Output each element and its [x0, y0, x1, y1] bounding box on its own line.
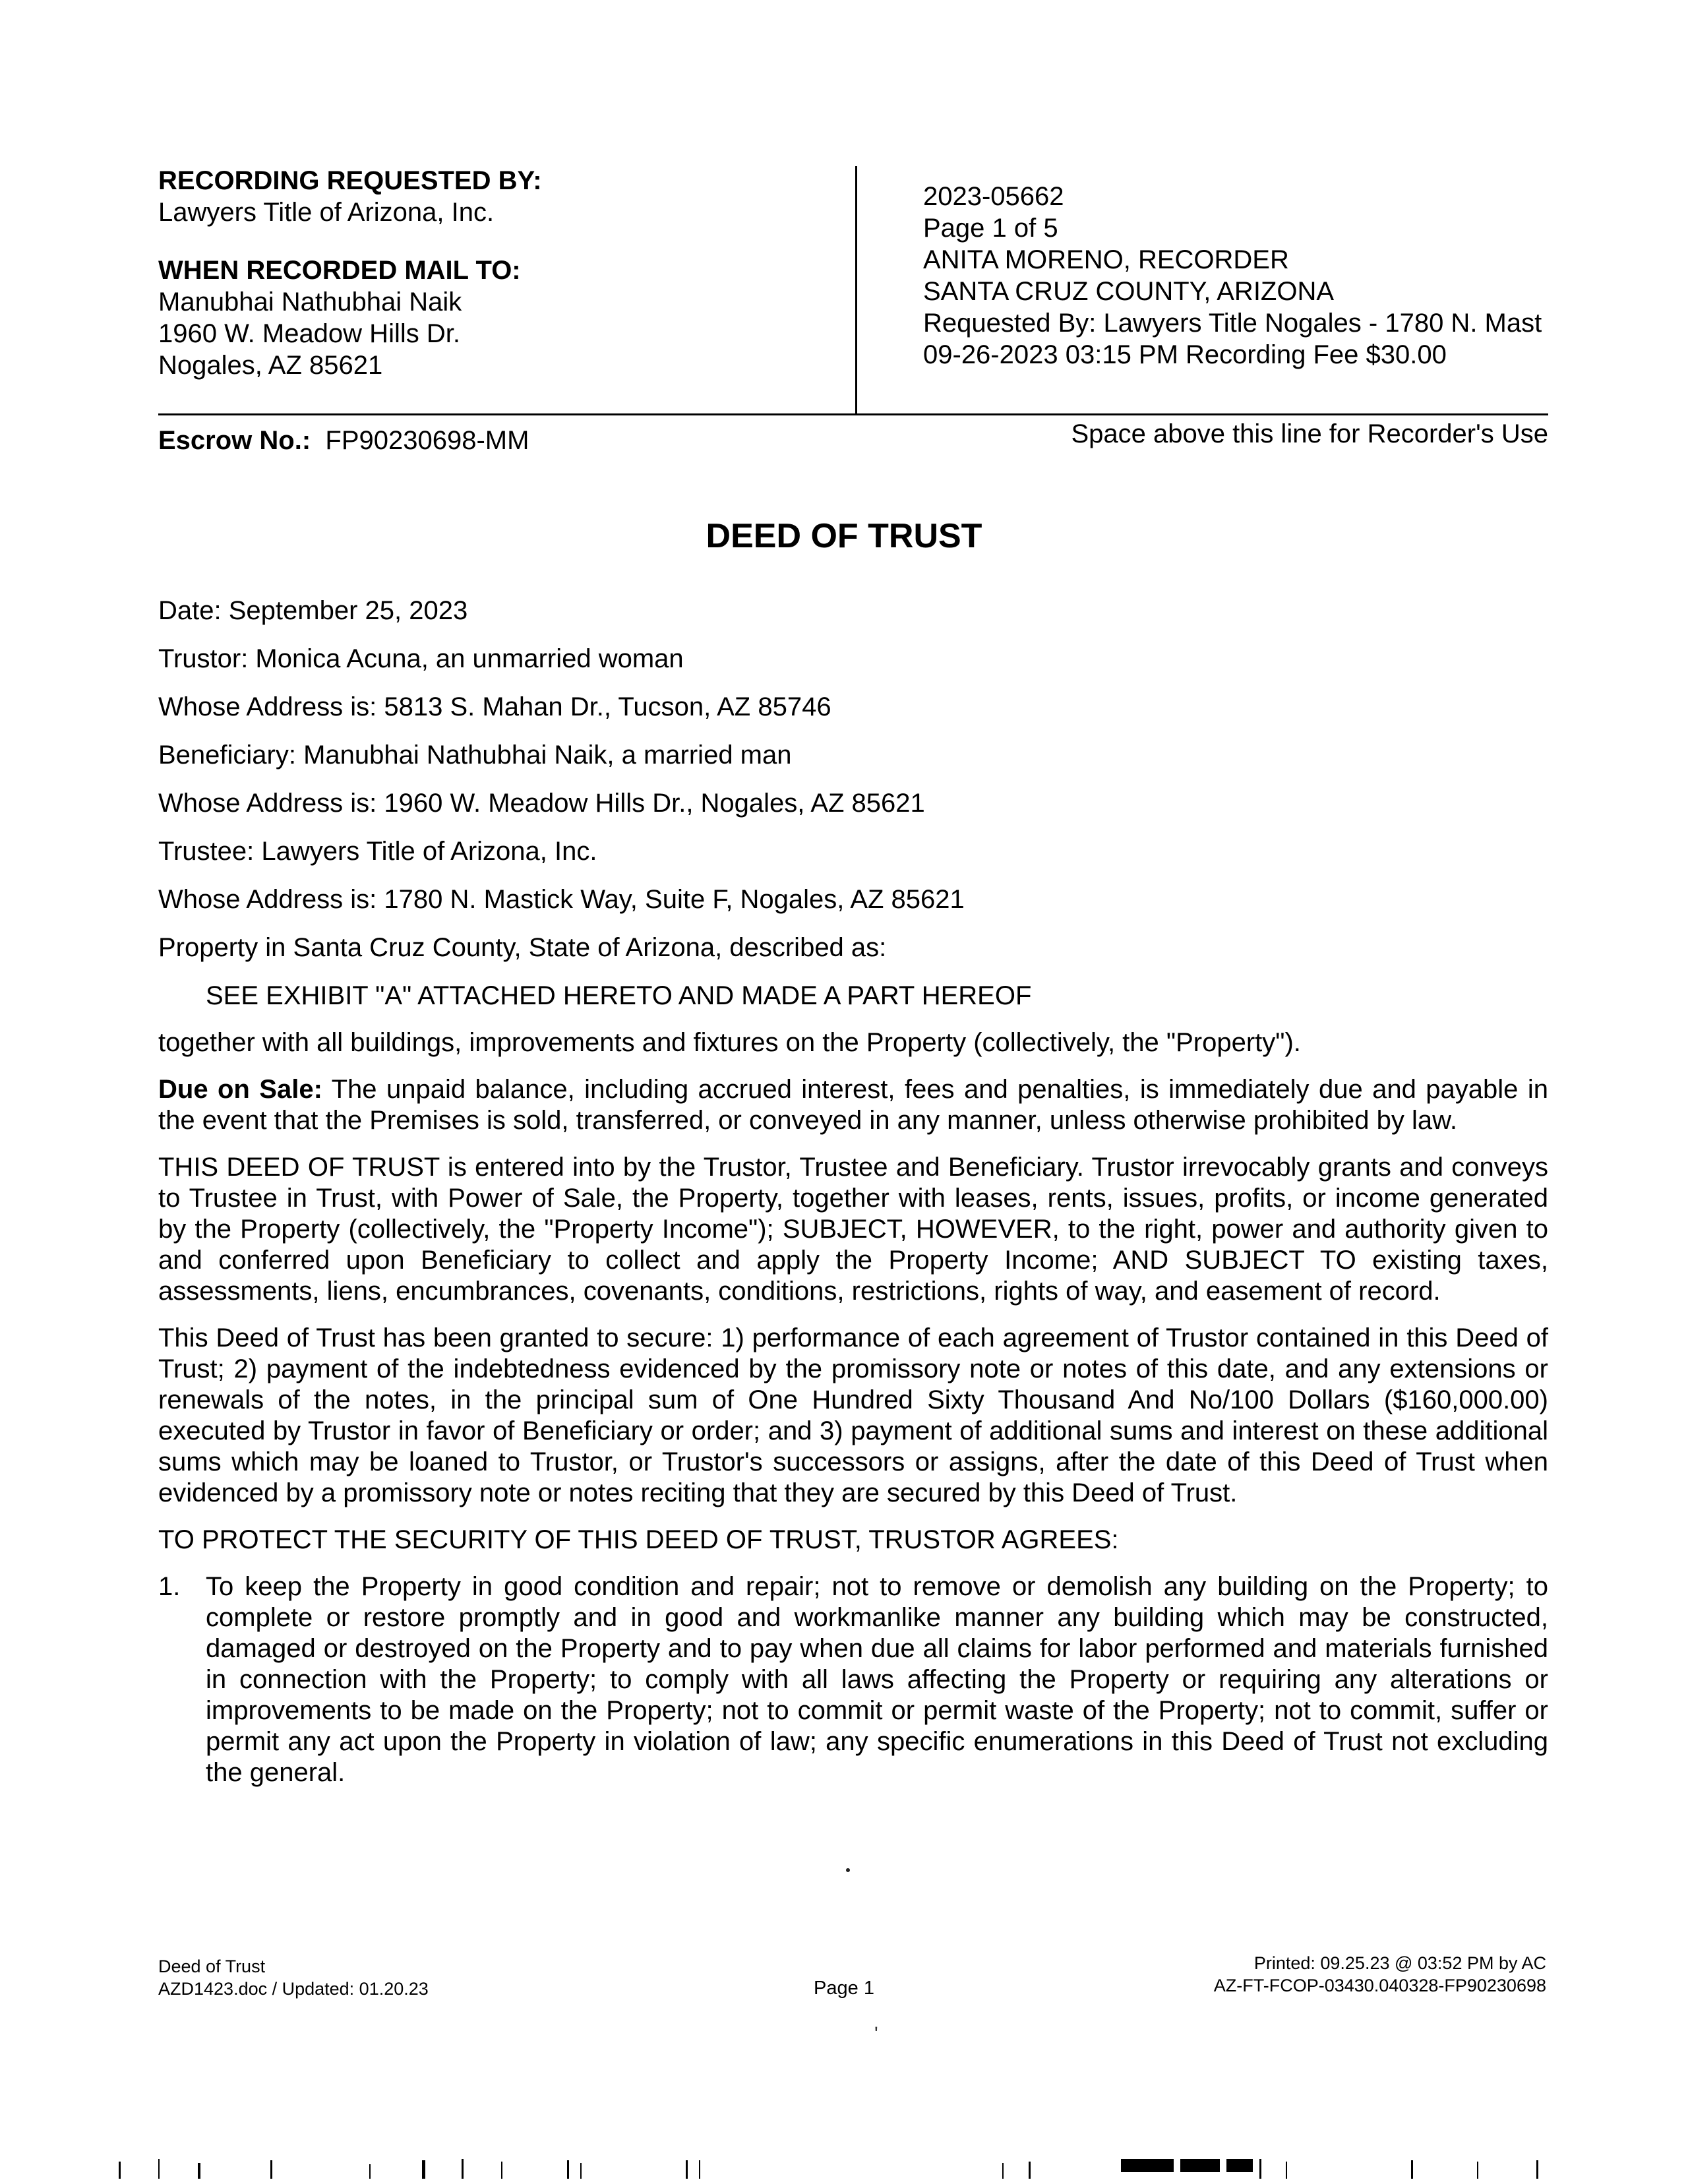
- due-on-sale-paragraph: [158, 1074, 1548, 1136]
- recorder-stamp: [923, 181, 1582, 371]
- recorder-line: Requested By: Lawyers Title Nogales - 1780 N. Mast: [923, 309, 1542, 338]
- secure-paragraph: This Deed of Trust has been granted to secure: 1) performance of each agreement of Trustor contained in this Deed of Trust; 2) payment of the indebtedness evidenced by the promissory note or notes of this date, and any extensions or renewals of the notes, in the principal sum of One Hundred Sixty Thousand And No/100 Dollars ($160,000.00) executed by Trustor in favor of Beneficiary or order; and 3) payment of additional sums and interest on these additional sums which may be loaned to Trustor, or Trustor's successors or assigns, after the date of this Deed of Trust when evidenced by a promissory note or notes reciting that they are secured by this Deed of Trust.: [158, 1323, 1548, 1507]
- escrow-label: Escrow No.:: [158, 426, 311, 455]
- due-on-sale-label: Due on Sale:: [158, 1075, 322, 1104]
- due-on-sale-text: The unpaid balance, including accrued interest, fees and penalties, is immediately due and payable in the event that the Premises is sold, transferred, or conveyed in any manner, unless otherwise prohibited by law.: [158, 1075, 1548, 1135]
- recording-requested-value: Lawyers Title of Arizona, Inc.: [158, 198, 495, 227]
- mail-to-line: Nogales, AZ 85621: [158, 351, 383, 380]
- footer-code: AZ-FT-FCOP-03430.040328-FP90230698: [1213, 1976, 1546, 1995]
- stray-mark: [846, 1868, 850, 1872]
- date-field: Date: September 25, 2023: [158, 596, 468, 625]
- trustor-field: Trustor: Monica Acuna, an unmarried woman: [158, 644, 684, 673]
- footer-page-number: Page 1: [814, 1978, 874, 1999]
- mail-to-label: WHEN RECORDED MAIL TO:: [158, 256, 521, 285]
- escrow-value: FP90230698-MM: [325, 426, 529, 455]
- together-paragraph: together with all buildings, improvements and fixtures on the Property (collectively, the "Property").: [158, 1028, 1301, 1057]
- recorder-line: 2023-05662: [923, 182, 1064, 211]
- beneficiary-address-field: Whose Address is: 1960 W. Meadow Hills Dr., Nogales, AZ 85621: [158, 789, 925, 818]
- property-field: Property in Santa Cruz County, State of Arizona, described as:: [158, 933, 887, 962]
- recorder-line: Page 1 of 5: [923, 214, 1058, 243]
- mail-to-line: Manubhai Nathubhai Naik: [158, 288, 462, 317]
- deed-body: [158, 1027, 1548, 1788]
- exhibit-reference: SEE EXHIBIT "A" ATTACHED HERETO AND MADE A PART HEREOF: [206, 981, 1032, 1010]
- beneficiary-field: Beneficiary: Manubhai Nathubhai Naik, a married man: [158, 741, 792, 770]
- scan-barcode-strip: [0, 2156, 1688, 2180]
- deed-fields: [158, 595, 1550, 1028]
- list-item-text: To keep the Property in good condition and repair; not to remove or demolish any building on the Property; to complete or restore promptly and in good and workmanlike manner any building which may be constructed, damaged or destroyed on the Property and to pay when due all claims for labor performed and materials furnished in connection with the Property; to comply with all laws affecting the Property or requiring any alterations or improvements to be made on the Property; not to commit or permit waste of the Property; not to commit, suffer or permit any act upon the Property in violation of law; any specific enumerations in this Deed of Trust not excluding the general.: [206, 1572, 1548, 1787]
- protect-heading: TO PROTECT THE SECURITY OF THIS DEED OF TRUST, TRUSTOR AGREES:: [158, 1525, 1119, 1554]
- list-item-number: 1.: [158, 1572, 181, 1601]
- recorder-line: 09-26-2023 03:15 PM Recording Fee $30.00: [923, 340, 1447, 369]
- recording-info: [158, 165, 818, 381]
- recorder-space-note: Space above this line for Recorder's Use: [1071, 419, 1548, 448]
- mail-to-line: 1960 W. Meadow Hills Dr.: [158, 319, 460, 348]
- trustee-address-field: Whose Address is: 1780 N. Mastick Way, Suite F, Nogales, AZ 85621: [158, 885, 965, 914]
- recorder-line: SANTA CRUZ COUNTY, ARIZONA: [923, 277, 1335, 306]
- recorder-line: ANITA MORENO, RECORDER: [923, 245, 1289, 274]
- recording-requested-label: RECORDING REQUESTED BY:: [158, 166, 542, 195]
- footer-printed: Printed: 09.25.23 @ 03:52 PM by AC: [1253, 1953, 1546, 1973]
- footer-doc-name: Deed of Trust: [158, 1957, 266, 1976]
- footer-doc-file: AZD1423.doc / Updated: 01.20.23: [158, 1979, 429, 1999]
- list-item: [158, 1571, 1548, 1788]
- trustee-field: Trustee: Lawyers Title of Arizona, Inc.: [158, 837, 597, 866]
- stray-tick-mark: ʹ: [874, 2023, 878, 2045]
- trustor-address-field: Whose Address is: 5813 S. Mahan Dr., Tucson, AZ 85746: [158, 692, 831, 721]
- escrow-number: [158, 426, 529, 456]
- header-divider-horizontal: [158, 413, 1548, 415]
- header-divider-vertical: [855, 166, 857, 415]
- footer-right: [1214, 1952, 1546, 1997]
- grant-paragraph: THIS DEED OF TRUST is entered into by the Trustor, Trustee and Beneficiary. Trustor irrevocably grants and conveys to Trustee in Trust, with Power of Sale, the Property, together with leases, rents, issues, profits, or income generated by the Property (collectively, the "Property Income"); SUBJECT, HOWEVER, to the right, power and authority given to and conferred upon Beneficiary to collect and apply the Property Income; AND SUBJECT TO existing taxes, assessments, liens, encumbrances, covenants, conditions, restrictions, rights of way, and easement of record.: [158, 1153, 1548, 1306]
- document-title: DEED OF TRUST: [706, 517, 982, 555]
